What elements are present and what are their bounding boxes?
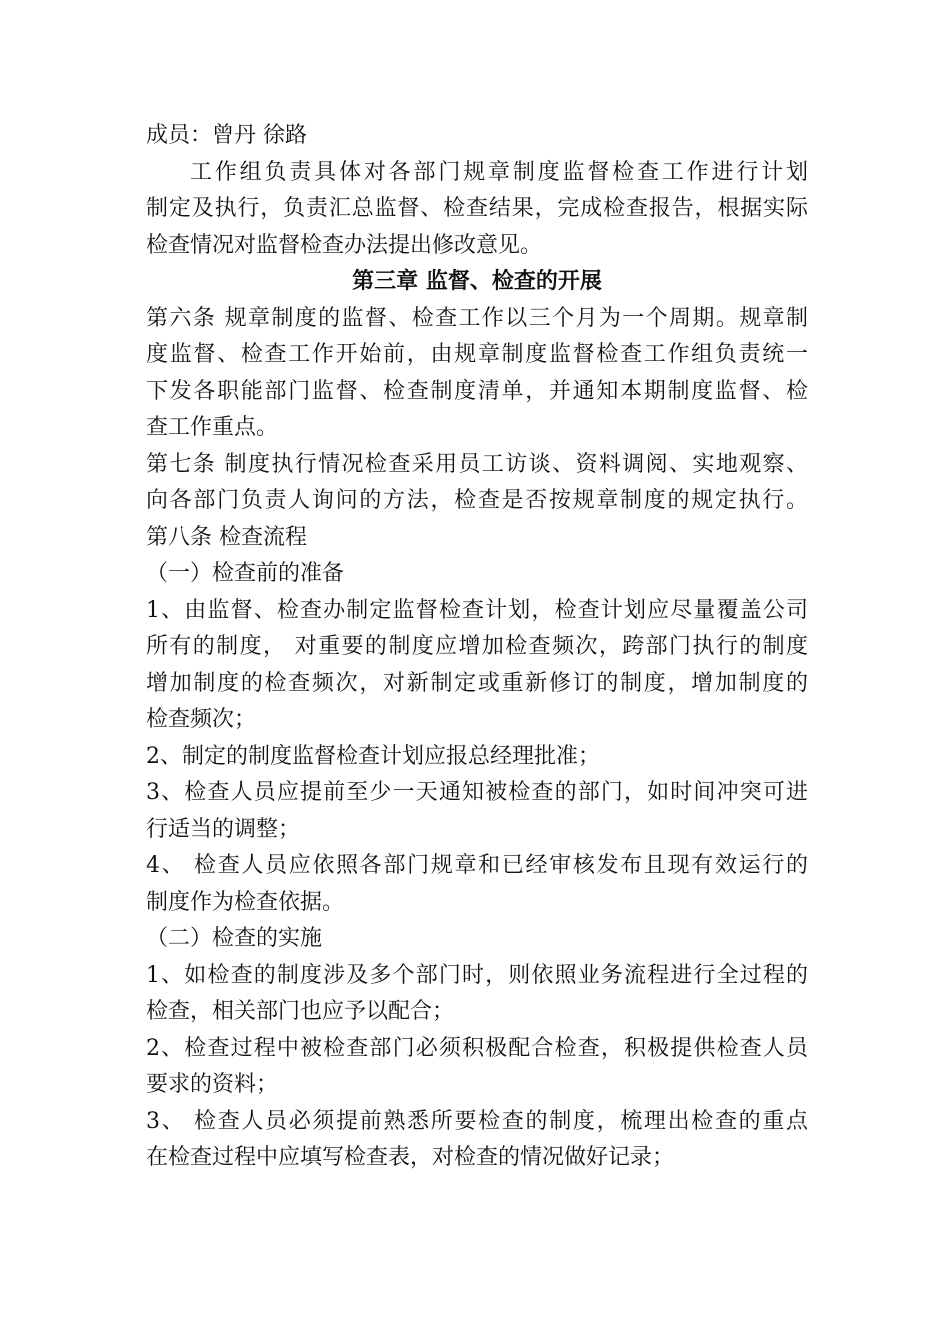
document-body (146, 118, 808, 1177)
article-line: 度监督、检查工作开始前，由规章制度监督检查工作组负责统一 (146, 342, 808, 367)
members-line: 成员：曾丹 徐路 (146, 123, 307, 148)
list-item-line: 3、检查人员应提前至少一天通知被检查的部门，如时间冲突可进 (146, 780, 808, 805)
list-item-line: 3、 检查人员必须提前熟悉所要检查的制度，梳理出检查的重点 (146, 1108, 808, 1134)
paragraph-line: 检查情况对监督检查办法提出修改意见。 (146, 232, 543, 258)
article-line: 查工作重点。 (146, 415, 279, 440)
article-line: 第七条 制度执行情况检查采用员工访谈、资料调阅、实地观察、 (146, 451, 808, 477)
paragraph-line: 工作组负责具体对各部门规章制度监督检查工作进行计划 (190, 159, 808, 185)
list-item-line: 要求的资料； (146, 1072, 279, 1097)
list-item-line: 制度作为检查依据。 (146, 889, 345, 915)
list-item-line: 4、 检查人员应依照各部门规章和已经审核发布且现有效运行的 (146, 853, 808, 878)
article-line: 向各部门负责人询问的方法，检查是否按规章制度的规定执行。 (146, 488, 808, 513)
list-item-line: 行适当的调整； (146, 816, 301, 842)
article-line: 第六条 规章制度的监督、检查工作以三个月为一个周期。规章制 (146, 305, 808, 331)
section-heading: （一）检查前的准备 (146, 561, 345, 586)
list-item-line: 检查频次； (146, 707, 257, 732)
list-item-line: 2、检查过程中被检查部门必须积极配合检查，积极提供检查人员 (146, 1035, 808, 1061)
list-item-line: 1、如检查的制度涉及多个部门时，则依照业务流程进行全过程的 (146, 962, 808, 988)
list-item-line: 在检查过程中应填写检查表，对检查的情况做好记录； (146, 1145, 675, 1170)
article-line: 第八条 检查流程 (146, 524, 307, 550)
list-item-line: 增加制度的检查频次，对新制定或重新修订的制度，增加制度的 (146, 670, 808, 696)
section-heading: （二）检查的实施 (146, 926, 323, 951)
chapter-heading: 第三章 监督、检查的开展 (352, 269, 602, 294)
list-item-line: 检查，相关部门也应予以配合； (146, 999, 455, 1024)
list-item-line: 所有的制度， 对重要的制度应增加检查频次，跨部门执行的制度 (146, 634, 808, 659)
list-item-line: 1、由监督、检查办制定监督检查计划，检查计划应尽量覆盖公司 (146, 597, 808, 623)
paragraph-line: 制定及执行，负责汇总监督、检查结果，完成检查报告，根据实际 (146, 196, 808, 221)
list-item-line: 2、制定的制度监督检查计划应报总经理批准； (146, 743, 600, 769)
article-line: 下发各职能部门监督、检查制度清单，并通知本期制度监督、检 (146, 378, 808, 404)
